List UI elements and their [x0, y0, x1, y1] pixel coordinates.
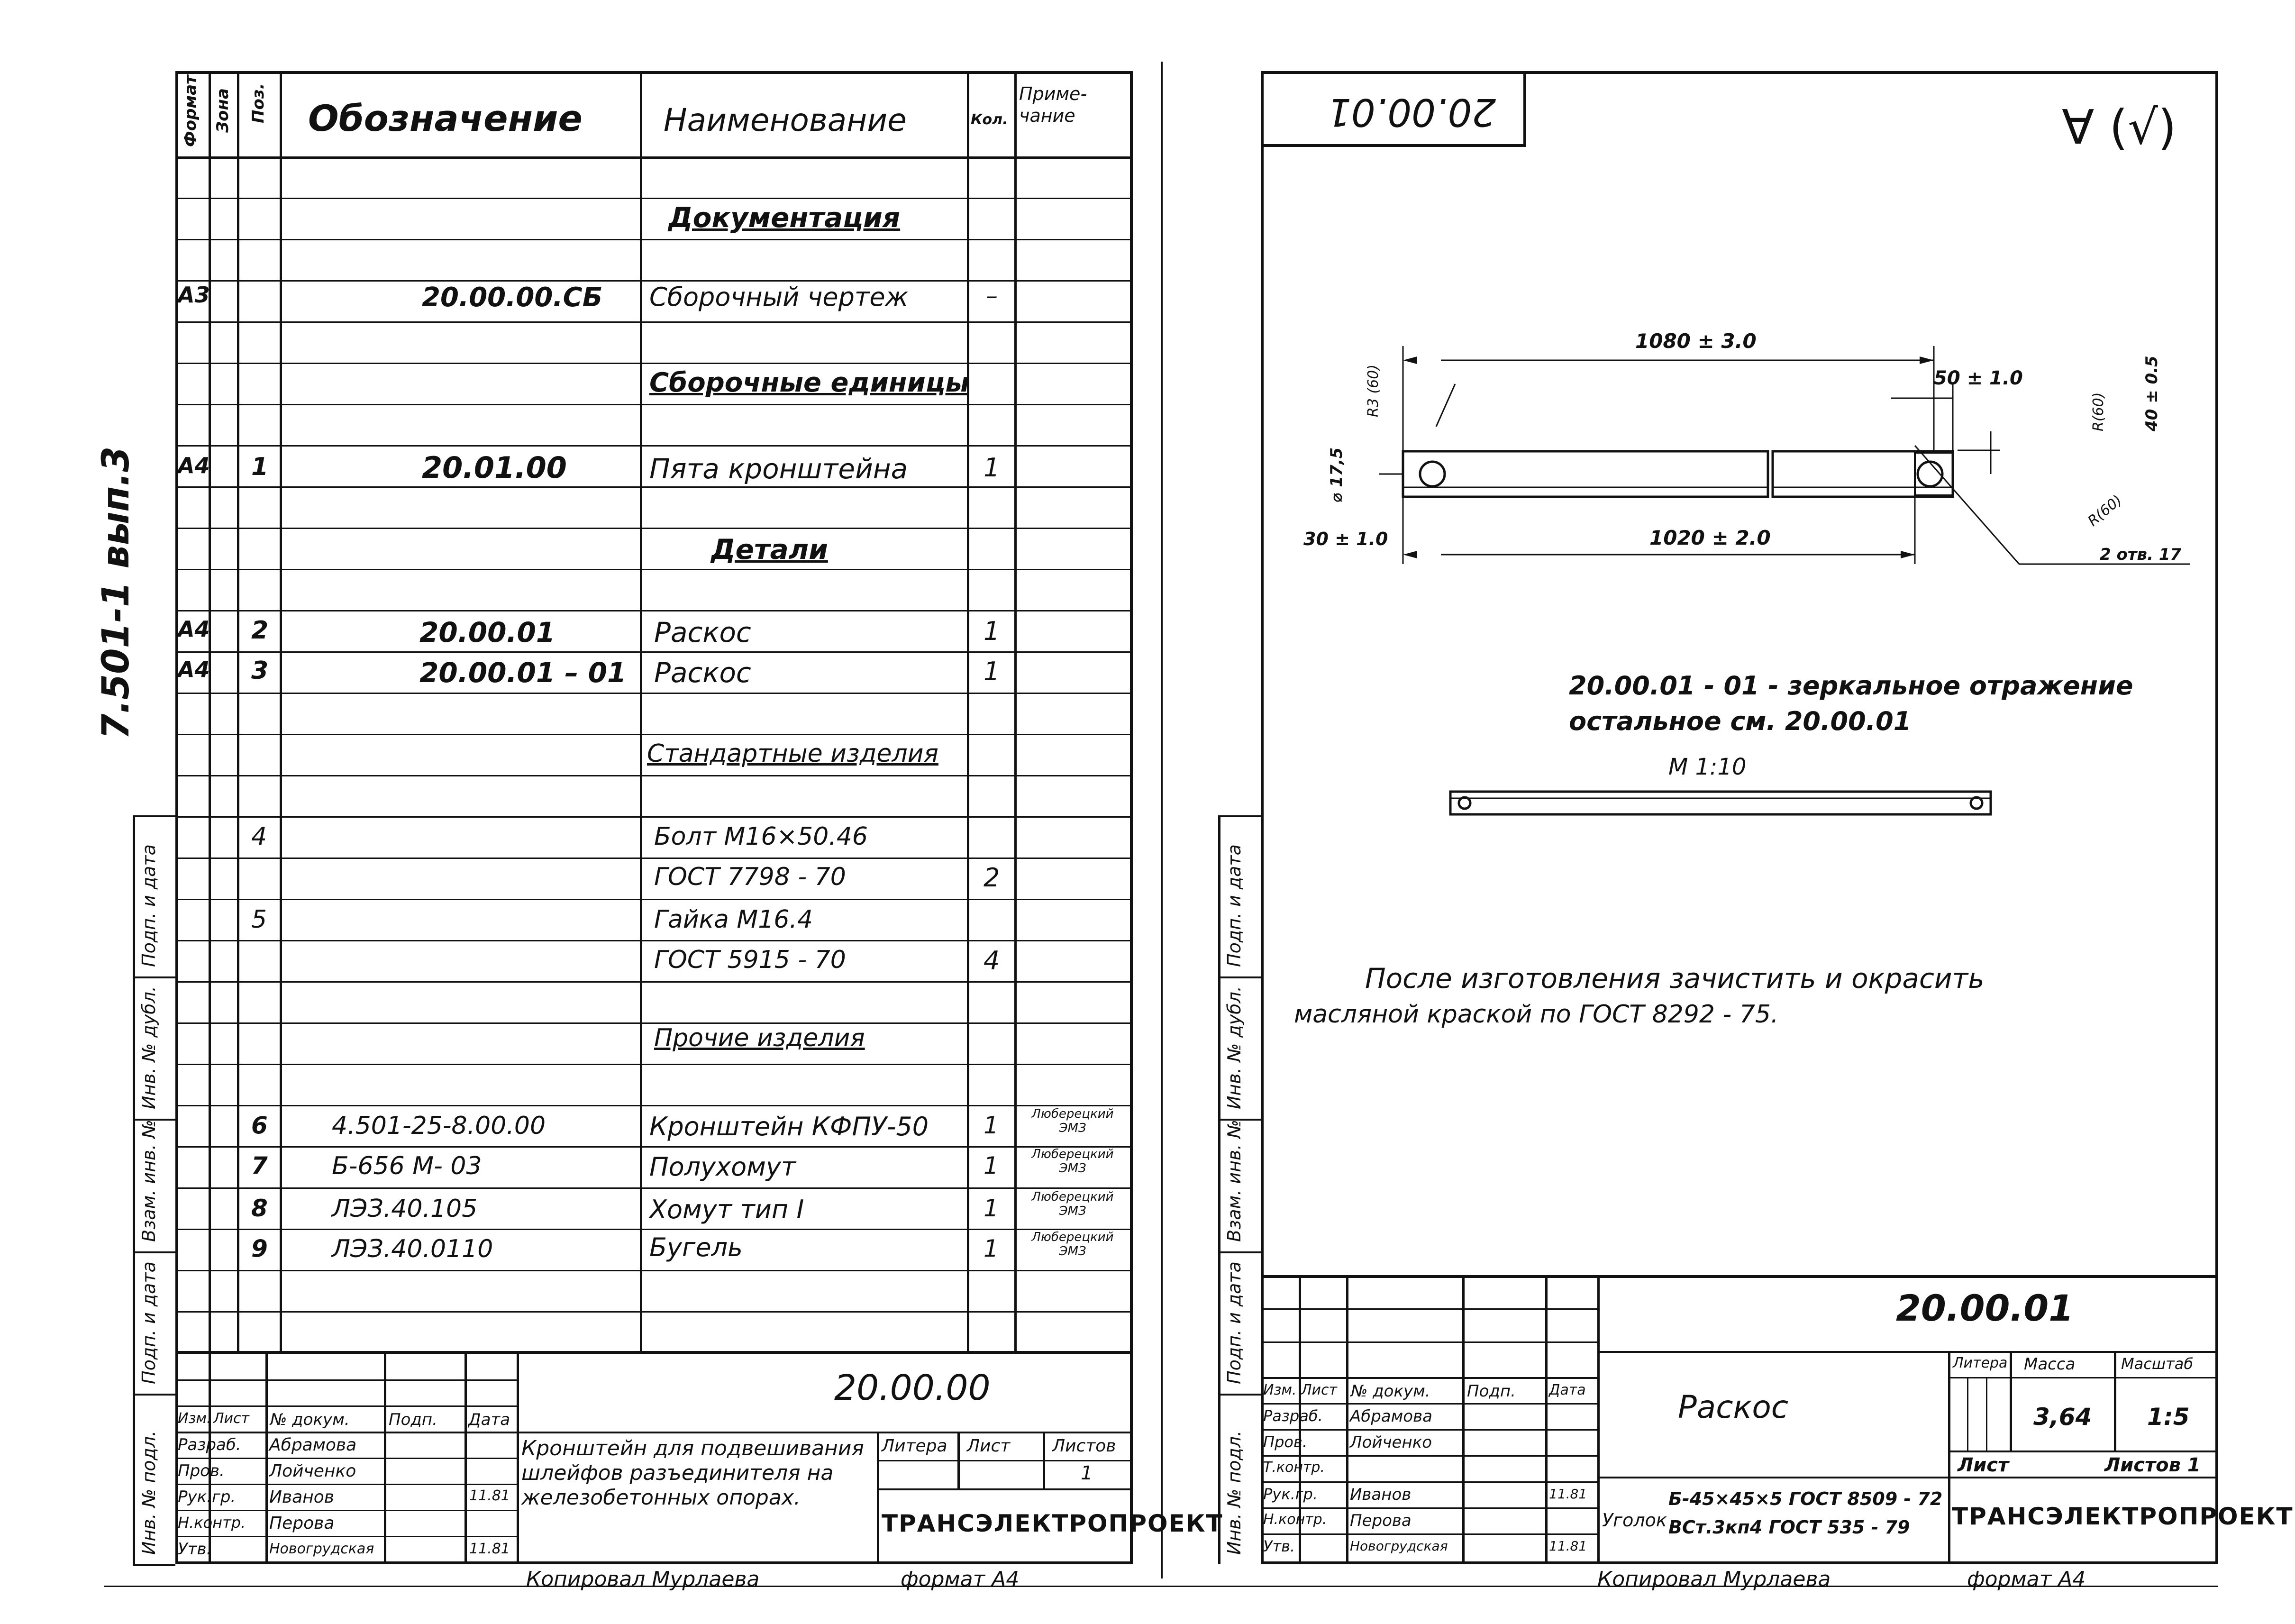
spec-row-line [175, 693, 1133, 694]
header-qty: Кол. [971, 111, 1008, 128]
spec-row-1-name: Сборочный чертеж [649, 282, 909, 312]
spec-row-16-note: Люберецкий ЭМЗ [1031, 1230, 1114, 1259]
right-stamp-role-3: Рук.гр. [1263, 1485, 1318, 1503]
margin-label: 7.501-1 вып.3 [95, 446, 137, 739]
spec-row-line [175, 1270, 1133, 1271]
spec-row-line [175, 816, 1133, 818]
left-stamp-name-1: Лойченко [269, 1461, 356, 1481]
spec-row-line [175, 1187, 1133, 1189]
spec-row-14-pos: 7 [251, 1152, 268, 1179]
left-stamp-date-4: 11.81 [469, 1541, 510, 1557]
mirror-bar [1450, 792, 1991, 814]
left-stamp-role-4: Утв. [178, 1540, 212, 1559]
right-stamp-date-5: 11.81 [1549, 1538, 1587, 1554]
right-side-label-2: Инв. № дубл. [1224, 986, 1245, 1109]
left-stamp-copied: Копировал Мурлаева [526, 1567, 760, 1591]
right-side-label-4: Подп. и дата [1224, 1261, 1245, 1384]
right-side-label-3: Взам. инв. № [1224, 1119, 1245, 1242]
spec-row-3-designation: 20.01.00 [422, 450, 567, 485]
spec-row-15-designation: ЛЭЗ.40.105 [332, 1195, 478, 1223]
left-stamp-role-3: Н.контр. [178, 1514, 246, 1532]
binding-strip-line [133, 815, 135, 1564]
spec-row-line [175, 940, 1133, 941]
spec-row-10-name: Гайка М16.4 [654, 905, 813, 934]
right-stamp-header-sign: Подп. [1467, 1382, 1516, 1401]
spec-row-line [175, 1146, 1133, 1148]
right-stamp-header-date: Дата [1549, 1382, 1586, 1398]
left-stamp-name-4: Новогрудская [269, 1541, 374, 1557]
dim-chamfer: 2 отв. 17 [2100, 545, 2182, 564]
right-side-label-1: Подп. и дата [1224, 844, 1245, 967]
spec-row-14-name: Полухомут [649, 1152, 796, 1182]
spec-row-line [175, 899, 1133, 900]
spec-row-line [175, 363, 1133, 364]
bar-left [1403, 451, 1768, 497]
spec-row-13-qty: 1 [984, 1112, 999, 1139]
hole-left [1420, 462, 1445, 486]
header-designation: Обозначение [308, 97, 583, 139]
left-stamp-title: Кронштейн для подвешивания шлейфов разъединителя на железобетонных опорах. [521, 1436, 864, 1510]
right-stamp-scale-label: Масштаб [2121, 1355, 2194, 1373]
spec-row-line [175, 404, 1133, 405]
right-stamp-role-4: Н.контр. [1263, 1511, 1327, 1528]
spec-row-6-pos: 3 [251, 657, 269, 685]
left-stamp-code: 20.00.00 [834, 1368, 991, 1408]
spec-row-16-pos: 9 [251, 1235, 268, 1262]
right-stamp-litera: Литера [1953, 1355, 2008, 1371]
right-stamp-name-0: Абрамова [1350, 1407, 1432, 1426]
left-stamp-header-doc: № докум. [270, 1410, 350, 1429]
spec-row-line [175, 280, 1133, 282]
spec-row-2-name: Сборочные единицы [649, 367, 970, 398]
left-stamp-role-2: Рук.гр. [178, 1487, 236, 1506]
dim-end: 50 ± 1.0 [1934, 367, 2023, 389]
right-stamp-list: Лист [1958, 1454, 2009, 1476]
side-label-1: Подп. и дата [138, 844, 159, 967]
spec-row-14-note: Люберецкий ЭМЗ [1031, 1147, 1114, 1176]
spec-row-6-designation: 20.00.01 – 01 [419, 657, 627, 689]
dim-section: R(60) [2085, 492, 2126, 530]
spec-row-5-format: А4 [178, 616, 210, 642]
tech-note-line-1: После изготовления зачистить и окрасить [1365, 962, 1985, 994]
spec-row-8-name: Болт М16×50.46 [654, 822, 868, 851]
spec-row-3-format: А4 [178, 453, 210, 478]
right-stamp-role-2: Т.контр. [1263, 1459, 1325, 1476]
tech-note-line-2: масляной краской по ГОСТ 8292 - 75. [1294, 1000, 1779, 1029]
right-stamp-name-3: Иванов [1350, 1485, 1412, 1504]
spec-row-line [175, 610, 1133, 611]
spec-row-line [175, 1311, 1133, 1313]
header-zone: Зона [213, 88, 232, 133]
spec-row-10-pos: 5 [251, 905, 267, 934]
spec-row-line [175, 1229, 1133, 1230]
right-stamp-title: Раскос [1678, 1389, 1789, 1425]
spec-row-13-note: Люберецкий ЭМЗ [1031, 1107, 1114, 1135]
spec-row-3-qty: 1 [984, 453, 1000, 483]
spec-row-line [175, 775, 1133, 776]
spec-row-11-qty: 4 [984, 946, 1000, 976]
left-stamp-header-list: Лист [213, 1410, 250, 1427]
roughness-symbol: ∀ (√) [2062, 100, 2177, 155]
spec-row-8-pos: 4 [251, 822, 267, 851]
right-stamp-name-5: Новогрудская [1350, 1538, 1448, 1554]
scale-note: М 1:10 [1668, 754, 1747, 780]
right-stamp-code: 20.00.01 [1896, 1287, 2074, 1329]
spec-row-16-qty: 1 [984, 1235, 999, 1262]
dim-width: 40 ± 0.5 [2142, 356, 2161, 431]
right-stamp-role-0: Разраб. [1263, 1407, 1323, 1425]
spec-row-15-note: Люберецкий ЭМЗ [1031, 1190, 1114, 1218]
spec-row-line [175, 1064, 1133, 1065]
spec-row-15-qty: 1 [984, 1195, 999, 1222]
dim-hole: ⌀ 17,5 [1327, 447, 1346, 502]
part-drawing [1261, 308, 2218, 877]
header-name: Наименование [664, 102, 907, 138]
spec-row-1-format: А3 [178, 282, 210, 308]
spec-row-14-designation: Б-656 М- 03 [332, 1152, 482, 1180]
spec-row-5-name: Раскос [654, 616, 751, 648]
right-stamp-name-1: Лойченко [1350, 1433, 1432, 1452]
spec-row-line [175, 528, 1133, 529]
left-stamp-header-sign: Подп. [389, 1410, 437, 1429]
spec-row-6-name: Раскос [654, 657, 751, 689]
left-stamp-role-1: Пров. [178, 1461, 225, 1480]
code-box-text: 20.00.01 [1327, 90, 1496, 134]
header-pos: Поз. [249, 83, 268, 123]
spec-row-line [175, 981, 1133, 983]
spec-row-line [175, 486, 1133, 488]
spec-row-14-qty: 1 [984, 1152, 999, 1179]
right-stamp-material-prefix: Уголок [1602, 1510, 1667, 1531]
spec-row-line [175, 858, 1133, 859]
mirror-note-line-1: 20.00.01 - 01 - зеркальное отражение [1569, 671, 2133, 701]
dim-left: 30 ± 1.0 [1303, 529, 1388, 549]
left-stamp-header-date: Дата [468, 1410, 510, 1429]
spec-row-11-name: ГОСТ 5915 - 70 [654, 946, 846, 974]
right-stamp-listov: Листов 1 [2104, 1454, 2201, 1476]
spec-row-line [175, 651, 1133, 653]
spec-row-line [175, 569, 1133, 570]
dim-overall: 1080 ± 3.0 [1635, 329, 1757, 353]
right-stamp-material-2: ВСт.3кп4 ГОСТ 535 - 79 [1668, 1517, 1910, 1538]
right-stamp-header-list: Лист [1301, 1382, 1338, 1398]
spec-row-line [175, 734, 1133, 735]
spec-row-5-pos: 2 [251, 616, 269, 645]
right-stamp-mass-label: Масса [2024, 1355, 2076, 1374]
right-stamp-date-3: 11.81 [1549, 1486, 1587, 1502]
spec-row-15-name: Хомут тип I [649, 1195, 804, 1224]
spec-row-0-name: Документация [668, 201, 901, 234]
side-label-4: Подп. и дата [138, 1261, 159, 1384]
left-stamp-name-3: Перова [269, 1514, 335, 1533]
right-stamp-material-1: Б-45×45×5 ГОСТ 8509 - 72 [1668, 1488, 1943, 1509]
spec-row-16-name: Бугель [649, 1232, 743, 1262]
right-side-label-5: Инв. № подл. [1224, 1430, 1245, 1555]
spec-row-line [175, 445, 1133, 447]
spec-row-16-designation: ЛЭЗ.40.0110 [332, 1235, 493, 1263]
left-stamp-list: Лист [967, 1436, 1011, 1456]
spec-row-6-format: А4 [178, 657, 210, 682]
right-stamp-role-5: Утв. [1263, 1537, 1295, 1555]
left-stamp-name-0: Абрамова [269, 1435, 357, 1455]
right-stamp-header-izm: Изм. [1263, 1382, 1297, 1398]
right-stamp-header-doc: № докум. [1351, 1382, 1430, 1401]
spec-row-9-name: ГОСТ 7798 - 70 [654, 863, 846, 891]
header-format: Формат [181, 75, 200, 147]
spec-row-13-designation: 4.501-25-8.00.00 [332, 1112, 546, 1140]
left-stamp-litera: Литера [882, 1436, 947, 1456]
right-stamp-format: формат А4 [1967, 1567, 2086, 1591]
sheet-divider [1161, 62, 1163, 1578]
dim-radius2: R(60) [2090, 392, 2107, 431]
hole-right [1918, 462, 1942, 486]
spec-row-1-qty: – [986, 282, 998, 310]
spec-row-12-name: Прочие изделия [654, 1024, 865, 1052]
left-stamp-header-izm: Изм. [178, 1410, 211, 1427]
spec-row-line [175, 198, 1133, 199]
side-label-5: Инв. № подл. [138, 1430, 159, 1555]
spec-row-1-designation: 20.00.00.СБ [422, 282, 603, 313]
header-note: Приме-чание [1019, 83, 1087, 126]
spec-row-3-pos: 1 [251, 453, 269, 481]
spec-row-5-designation: 20.00.01 [419, 616, 556, 648]
left-stamp-date-2: 11.81 [469, 1487, 510, 1504]
mirror-note-line-2: остальное см. 20.00.01 [1569, 706, 1912, 736]
dim-inner: 1020 ± 2.0 [1649, 526, 1771, 549]
right-stamp-mass: 3,64 [2033, 1403, 2092, 1431]
left-stamp-org: ТРАНСЭЛЕКТРОПРОЕКТ [882, 1510, 1223, 1537]
spec-row-13-pos: 6 [251, 1112, 268, 1139]
spec-row-5-qty: 1 [984, 616, 1000, 646]
spec-row-7-name: Стандартные изделия [647, 739, 938, 768]
spec-row-9-qty: 2 [984, 863, 1000, 893]
spec-row-3-name: Пята кронштейна [649, 453, 908, 485]
side-label-2: Инв. № дубл. [138, 986, 159, 1109]
spec-row-15-pos: 8 [251, 1195, 268, 1222]
spec-row-4-name: Детали [711, 533, 828, 566]
dim-radius1: R3 (60) [1365, 364, 1382, 417]
right-stamp-org: ТРАНСЭЛЕКТРОПРОЕКТ [1952, 1503, 2294, 1530]
spec-row-line [175, 1105, 1133, 1106]
left-stamp-format: формат А4 [901, 1567, 1020, 1591]
right-stamp-copied: Копировал Мурлаева [1597, 1567, 1831, 1591]
left-stamp-name-2: Иванов [269, 1487, 334, 1507]
spec-row-13-name: Кронштейн КФПУ-50 [649, 1112, 929, 1141]
right-stamp-scale: 1:5 [2147, 1403, 2190, 1431]
left-stamp-listov-value: 1 [1081, 1462, 1093, 1484]
left-stamp-role-0: Разраб. [178, 1435, 241, 1454]
spec-row-line [175, 239, 1133, 240]
side-label-3: Взам. инв. № [138, 1119, 159, 1242]
spec-row-6-qty: 1 [984, 657, 1000, 686]
spec-row-line [175, 321, 1133, 323]
left-stamp-listov: Листов [1052, 1436, 1116, 1456]
right-stamp-role-1: Пров. [1263, 1433, 1307, 1451]
right-stamp-name-4: Перова [1350, 1511, 1412, 1530]
